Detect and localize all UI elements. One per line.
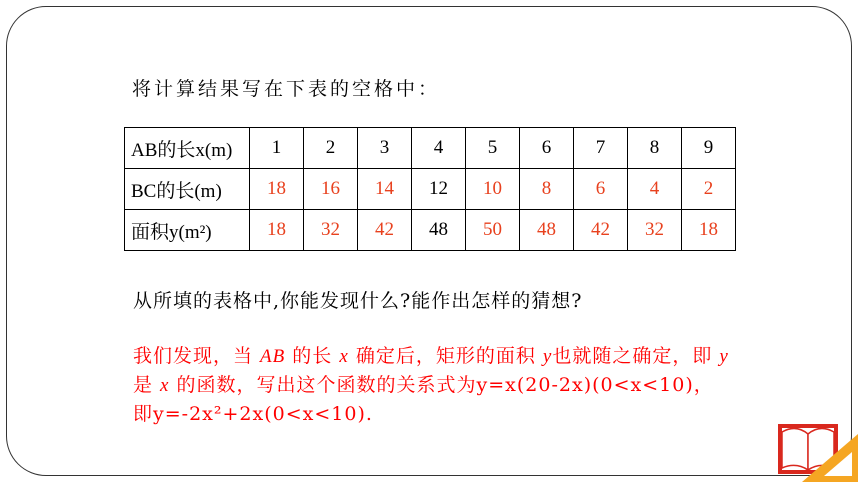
table-cell: 2 — [304, 128, 358, 169]
table-cell: 6 — [574, 169, 628, 210]
table-cell: 5 — [466, 128, 520, 169]
table-cell: 3 — [358, 128, 412, 169]
table-cell: 12 — [412, 169, 466, 210]
table-cell: 2 — [682, 169, 736, 210]
table-cell: 50 — [466, 210, 520, 251]
table-cell: 42 — [574, 210, 628, 251]
table-cell: 18 — [250, 169, 304, 210]
table-cell: 48 — [520, 210, 574, 251]
table-cell: 10 — [466, 169, 520, 210]
table-row — [125, 210, 736, 251]
table-cell: 32 — [628, 210, 682, 251]
table-row — [125, 128, 736, 169]
table-cell: 1 — [250, 128, 304, 169]
table-cell: 14 — [358, 169, 412, 210]
table-cell: 9 — [682, 128, 736, 169]
row-label: 面积y(m²) — [125, 210, 250, 251]
table-cell: 18 — [682, 210, 736, 251]
table-cell: 8 — [520, 169, 574, 210]
instruction-heading: 将计算结果写在下表的空格中： — [132, 78, 441, 100]
table-cell: 48 — [412, 210, 466, 251]
table-cell: 7 — [574, 128, 628, 169]
table-cell: 16 — [304, 169, 358, 210]
table-row — [125, 169, 736, 210]
data-table — [124, 127, 736, 251]
book-ruler-icon — [772, 412, 860, 484]
table-cell: 6 — [520, 128, 574, 169]
row-label: AB的长x(m) — [125, 128, 250, 169]
table-cell: 4 — [628, 169, 682, 210]
question-text: 从所填的表格中,你能发现什么?能作出怎样的猜想? — [133, 290, 583, 312]
table-cell: 8 — [628, 128, 682, 169]
answer-text: 我们发现，当 AB 的长 x 确定后，矩形的面积 y也就随之确定，即 y 是 x 的函数，写出这个函数的关系式为y=x(20-2x)(0<x<10)，即y=-2x²+2x(0<x<10). — [133, 345, 729, 425]
table-cell: 32 — [304, 210, 358, 251]
row-label: BC的长(m) — [125, 169, 250, 210]
table-cell: 18 — [250, 210, 304, 251]
table-cell: 4 — [412, 128, 466, 169]
table-cell: 42 — [358, 210, 412, 251]
